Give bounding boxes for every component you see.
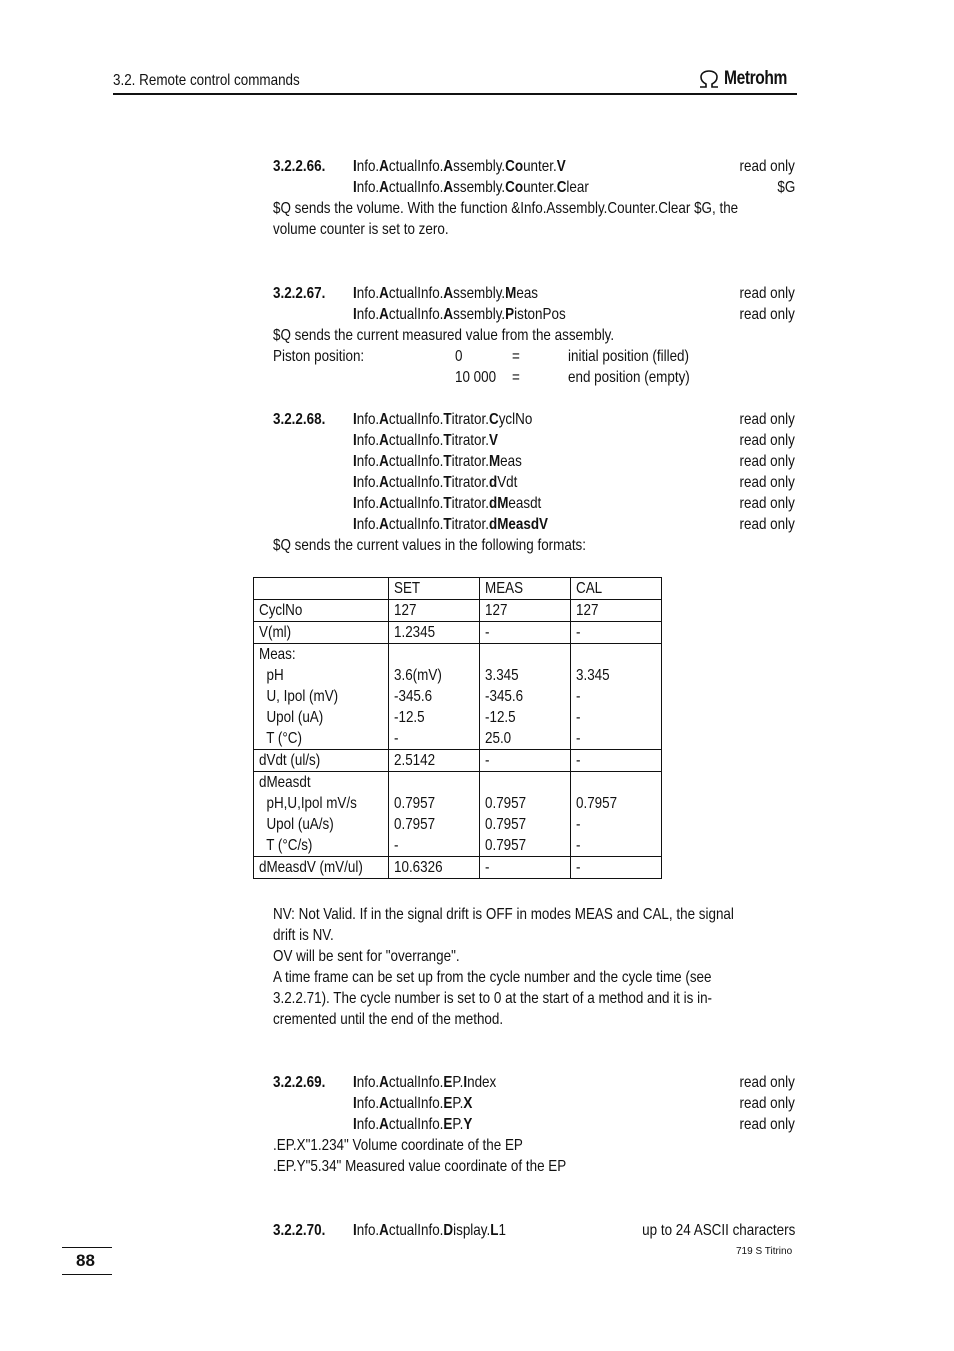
section-number: 3.2.2.66. (273, 158, 326, 175)
access-label: read only (739, 432, 795, 449)
note-line: NV: Not Valid. If in the signal drift is OFF in modes MEAS and CAL, the signal (273, 906, 734, 923)
command-line: Info.ActualInfo.Display.L1 (353, 1222, 506, 1239)
command-line: Info.ActualInfo.EP.X (353, 1095, 473, 1112)
table-cell: 1.2345 (388, 622, 479, 644)
table-cell: 127 (479, 600, 570, 622)
column-header (254, 578, 389, 600)
table-cell: V(ml) (254, 622, 389, 644)
note-line: drift is NV. (273, 927, 334, 944)
table-row (254, 750, 662, 772)
table-row (254, 644, 662, 750)
table-row (254, 600, 662, 622)
piston-description: end position (empty) (568, 369, 690, 386)
paragraph-line: $Q sends the volume. With the function &Info.Assembly.Counter.Clear $G, the (273, 200, 739, 217)
product-name: 719 S Titrino (736, 1246, 793, 1257)
access-label: read only (739, 453, 795, 470)
access-label: read only (739, 495, 795, 512)
table-cell: 3.345 -345.6 -12.5 25.0 (479, 644, 570, 750)
section-number: 3.2.2.67. (273, 285, 326, 302)
table-cell: CyclNo (254, 600, 389, 622)
table-cell: 2.5142 (388, 750, 479, 772)
table-row (254, 772, 662, 857)
table-cell: - (479, 857, 570, 879)
column-header: MEAS (479, 578, 570, 600)
value-format-table (253, 577, 662, 879)
table-cell: - (570, 622, 661, 644)
table-cell: - (479, 750, 570, 772)
command-line: Info.ActualInfo.Assembly.Counter.Clear (353, 179, 589, 196)
paragraph-line: .EP.X"1.234" Volume coordinate of the EP (273, 1137, 523, 1154)
access-label: $G (777, 179, 795, 196)
table-row (254, 622, 662, 644)
access-label: read only (739, 285, 795, 302)
command-line: Info.ActualInfo.Titrator.CyclNo (353, 411, 533, 428)
table-cell: dVdt (ul/s) (254, 750, 389, 772)
table-cell: 0.7957 - - (570, 772, 661, 857)
piston-value: 0 (455, 348, 463, 365)
section-number: 3.2.2.70. (273, 1222, 326, 1239)
command-line: Info.ActualInfo.Titrator.dMeasdV (353, 516, 548, 533)
table-cell: 10.6326 (388, 857, 479, 879)
column-header: SET (388, 578, 479, 600)
paragraph-line: volume counter is set to zero. (273, 221, 449, 238)
table-cell: 3.6(mV) -345.6 -12.5 - (388, 644, 479, 750)
command-line: Info.ActualInfo.Titrator.Meas (353, 453, 522, 470)
table-cell: 0.7957 0.7957 - (388, 772, 479, 857)
access-label: read only (739, 474, 795, 491)
table-cell: - (479, 622, 570, 644)
access-label: read only (739, 1074, 795, 1091)
table-cell: - (570, 857, 661, 879)
table-cell: Meas: pH U, Ipol (mV) Upol (uA) T (°C) (254, 644, 389, 750)
note-line: OV will be sent for "overrange". (273, 948, 460, 965)
paragraph-line: $Q sends the current measured value from the assembly. (273, 327, 615, 344)
note-line: cremented until the end of the method. (273, 1011, 504, 1028)
access-label: read only (739, 411, 795, 428)
access-label: read only (739, 1095, 795, 1112)
piston-label: Piston position: (273, 348, 365, 365)
running-header: 3.2. Remote control commands (113, 72, 300, 89)
command-line: Info.ActualInfo.Titrator.dVdt (353, 474, 518, 491)
footer-rule (62, 1247, 112, 1248)
access-label: read only (739, 516, 795, 533)
table-cell: 0.7957 0.7957 0.7957 (479, 772, 570, 857)
table-cell: - (570, 750, 661, 772)
access-label: read only (739, 306, 795, 323)
brand-logo (697, 68, 801, 90)
table-cell: 127 (388, 600, 479, 622)
logo-wordmark: Metrohm (724, 68, 787, 89)
page-number: 88 (76, 1251, 95, 1270)
access-label: read only (739, 1116, 795, 1133)
command-line: Info.ActualInfo.Assembly.PistonPos (353, 306, 566, 323)
paragraph-line: .EP.Y"5.34" Measured value coordinate of the EP (273, 1158, 567, 1175)
section-number: 3.2.2.68. (273, 411, 326, 428)
command-line: Info.ActualInfo.Assembly.Meas (353, 285, 539, 302)
piston-description: initial position (filled) (568, 348, 690, 365)
table-cell: 127 (570, 600, 661, 622)
command-line: Info.ActualInfo.Titrator.dMeasdt (353, 495, 542, 512)
table-cell: 3.345 - - - (570, 644, 661, 750)
header-rule (113, 93, 797, 95)
command-line: Info.ActualInfo.EP.Index (353, 1074, 497, 1091)
piston-value: 10 000 (455, 369, 497, 386)
table-header-row (254, 578, 662, 600)
table-cell: dMeasdV (mV/ul) (254, 857, 389, 879)
omega-logo-icon (697, 69, 721, 89)
command-line: Info.ActualInfo.EP.Y (353, 1116, 473, 1133)
paragraph-line: $Q sends the current values in the following formats: (273, 537, 587, 554)
section-number: 3.2.2.69. (273, 1074, 326, 1091)
column-header: CAL (570, 578, 661, 600)
command-line: Info.ActualInfo.Titrator.V (353, 432, 498, 449)
equals-sign: = (512, 348, 520, 365)
equals-sign: = (512, 369, 520, 386)
access-label: up to 24 ASCII characters (641, 1222, 795, 1239)
table-cell: dMeasdt pH,U,Ipol mV/s Upol (uA/s) T (°C/s) (254, 772, 389, 857)
table-row (254, 857, 662, 879)
note-line: A time frame can be set up from the cycle number and the cycle time (see (273, 969, 712, 986)
note-line: 3.2.2.71). The cycle number is set to 0 at the start of a method and it is in- (273, 990, 713, 1007)
command-line: Info.ActualInfo.Assembly.Counter.V (353, 158, 566, 175)
footer-rule (62, 1274, 112, 1275)
access-label: read only (739, 158, 795, 175)
